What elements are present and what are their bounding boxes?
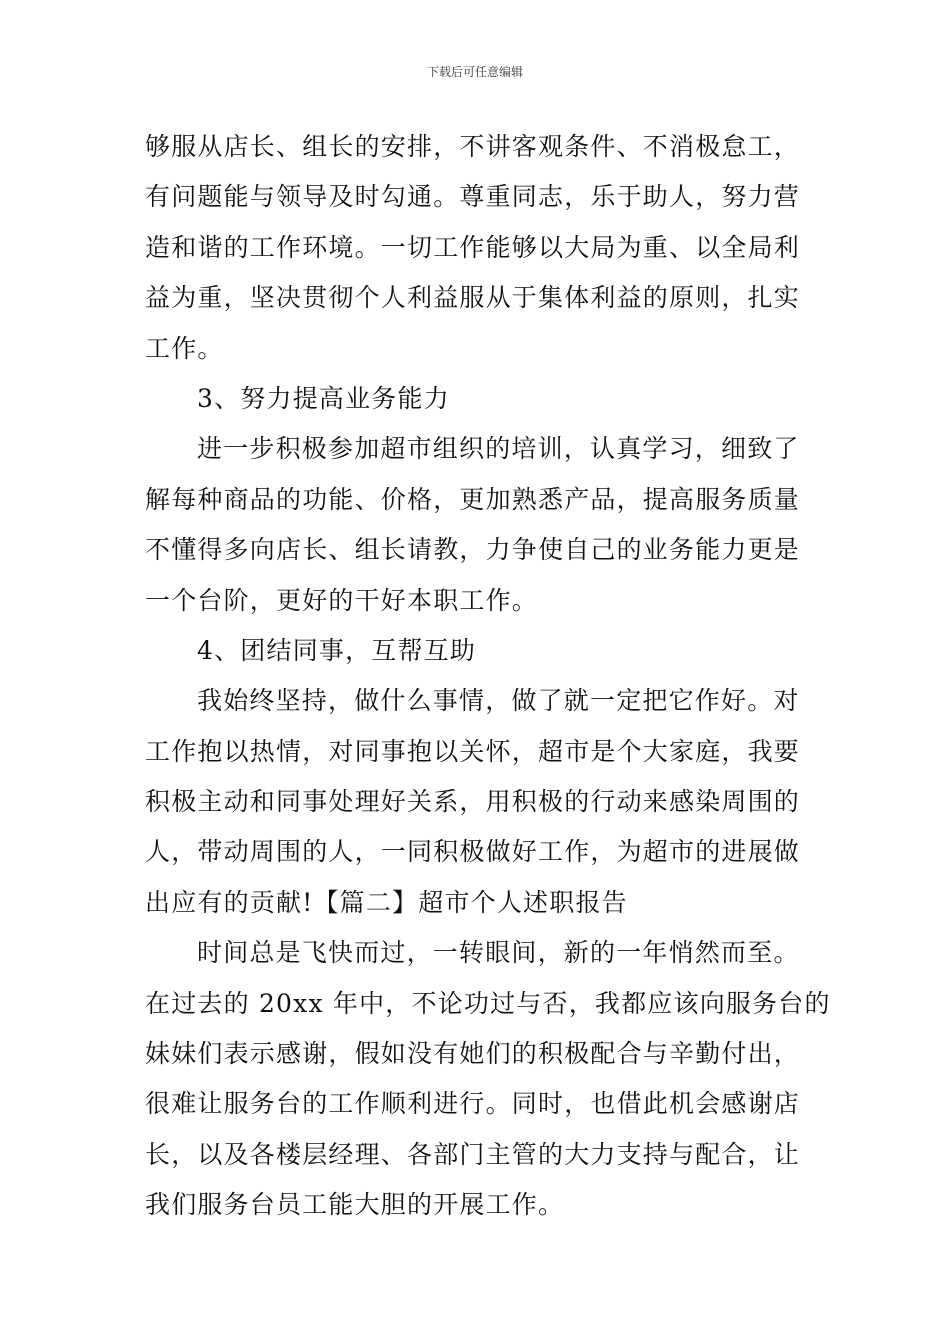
page-header: 下载后可任意编辑 [426, 65, 523, 79]
text-line: 造和谐的工作环境。一切工作能够以大局为重、以全局利 [145, 232, 801, 262]
text-line: 妹妹们表示感谢，假如没有她们的积极配合与辛勤付出， [145, 1039, 801, 1069]
text-line: 不懂得多向店长、组长请教，力争使自己的业务能力更是 [145, 535, 801, 565]
text-line: 人，带动周围的人，一同积极做好工作，为超市的进展做 [145, 837, 801, 867]
text-line: 工作抱以热情，对同事抱以关怀，超市是个大家庭，我要 [145, 736, 801, 766]
section-heading: 4、团结同事，互帮互助 [197, 635, 477, 665]
text-line: 积极主动和同事处理好关系，用积极的行动来感染周围的 [145, 787, 801, 817]
text-line: 时间总是飞快而过，一转眼间，新的一年悄然而至。 [197, 938, 800, 968]
text-line: 够服从店长、组长的安排，不讲客观条件、不消极怠工， [145, 132, 801, 161]
text-line: 长，以及各楼层经理、各部门主管的大力支持与配合，让 [145, 1139, 801, 1169]
text-line: 有问题能与领导及时勾通。尊重同志，乐于助人，努力营 [145, 182, 801, 212]
text-line: 一个台阶，更好的干好本职工作。 [145, 585, 539, 615]
text-line: 我们服务台员工能大胆的开展工作。 [145, 1190, 565, 1220]
text-line: 益为重，坚决贯彻个人利益服从于集体利益的原则，扎实 [145, 283, 801, 313]
text-line: 我始终坚持，做什么事情，做了就一定把它作好。对 [197, 686, 800, 716]
section-heading: 3、努力提高业务能力 [197, 383, 450, 413]
document-body [145, 122, 831, 1231]
text-line: 在过去的 20xx 年中，不论功过与否，我都应该向服务台的 [145, 988, 831, 1018]
text-line: 出应有的贡献!【篇二】超市个人述职报告 [145, 887, 628, 917]
text-line: 解每种商品的功能、价格，更加熟悉产品，提高服务质量 [145, 484, 801, 514]
text-line: 进一步积极参加超市组织的培训，认真学习，细致了 [197, 434, 800, 464]
text-line: 很难让服务台的工作顺利进行。同时，也借此机会感谢店 [145, 1089, 801, 1119]
text-line: 工作。 [145, 333, 224, 363]
